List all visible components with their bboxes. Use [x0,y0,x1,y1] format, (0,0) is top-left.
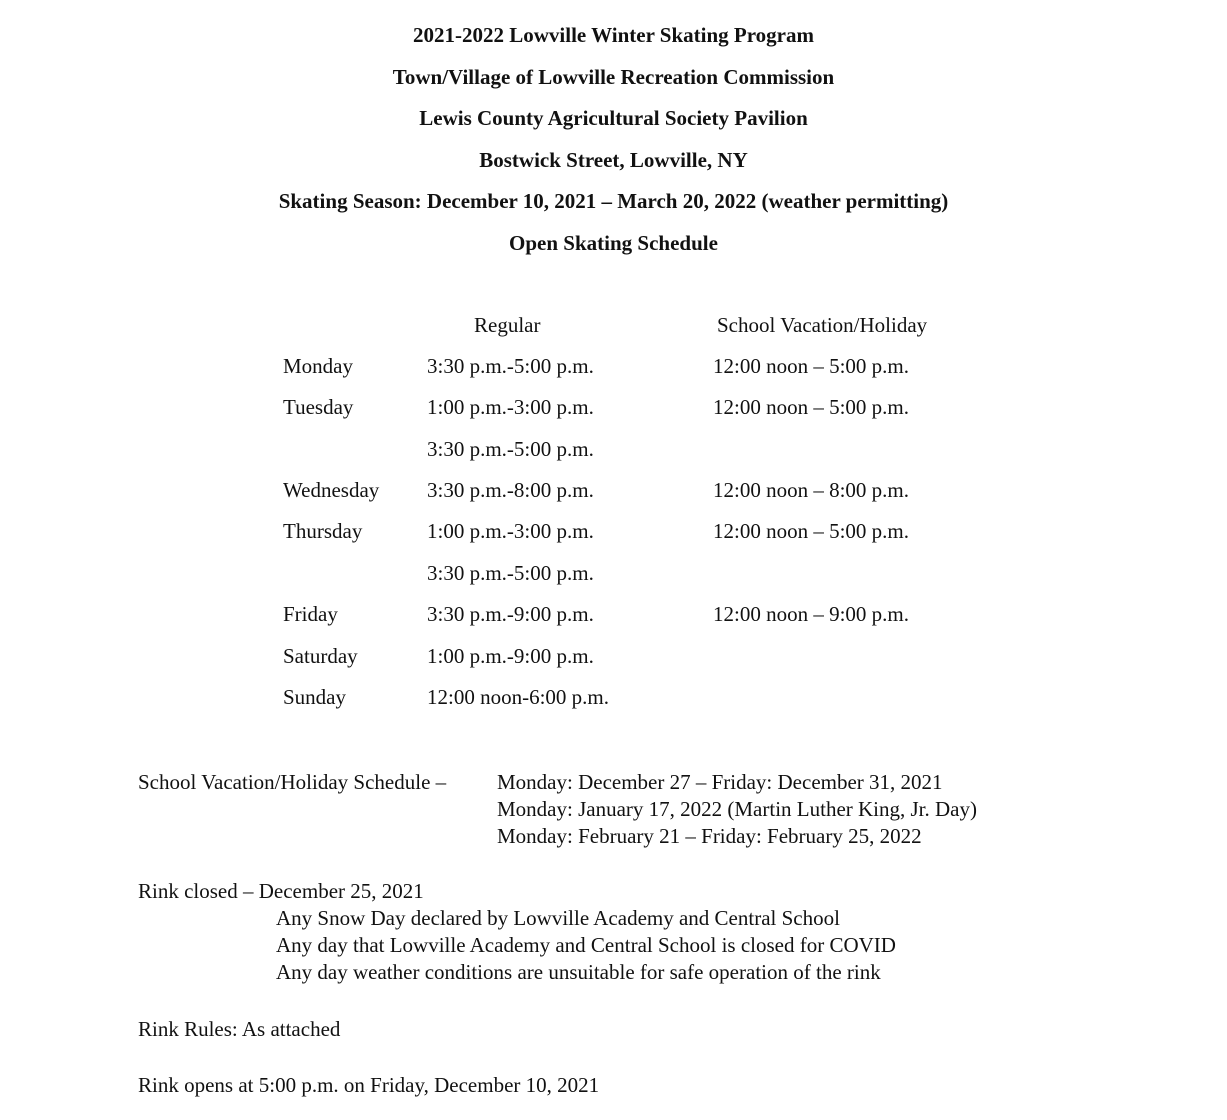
rink-closed-prefix: Rink closed – [138,879,259,903]
regular-hours: 3:30 p.m.-5:00 p.m. [427,354,594,378]
venue-address: Bostwick Street, Lowville, NY [479,147,748,172]
venue-name: Lewis County Agricultural Society Pavilion [419,106,808,130]
regular-hours: 1:00 p.m.-3:00 p.m. [427,395,594,419]
regular-hours: 12:00 noon-6:00 p.m. [427,685,609,709]
rink-opening: Rink opens at 5:00 p.m. on Friday, December 10, 2021 [138,1073,600,1097]
column-header-regular: Regular [474,313,541,337]
closed-condition-line: Any day that Lowville Academy and Central School is closed for COVID [276,933,896,957]
rink-closed-conditions [276,905,896,986]
day-label: Saturday [283,644,358,668]
rink-rules: Rink Rules: As attached [138,1017,341,1041]
holiday-hours: 12:00 noon – 5:00 p.m. [713,395,910,419]
schedule-row [0,685,1227,715]
schedule-row [0,395,1227,425]
regular-hours: 3:30 p.m.-9:00 p.m. [427,602,594,626]
vacation-date-line: Monday: February 21 – Friday: February 25, 2022 [497,824,922,848]
vacation-schedule-dates [497,769,977,850]
holiday-hours: 12:00 noon – 8:00 p.m. [713,478,910,502]
schedule-row [0,437,1227,467]
day-label: Sunday [283,685,346,709]
season-dates: Skating Season: December 10, 2021 – March 20, 2022 (weather permitting) [278,189,949,213]
document-header [0,20,1227,269]
regular-hours: 3:30 p.m.-5:00 p.m. [427,437,594,461]
schedule-row [0,519,1227,549]
regular-hours: 1:00 p.m.-3:00 p.m. [427,519,594,543]
holiday-hours: 12:00 noon – 5:00 p.m. [713,354,910,378]
schedule-row [0,602,1227,632]
schedule-row [0,644,1227,674]
regular-hours: 3:30 p.m.-8:00 p.m. [427,478,594,502]
day-label: Tuesday [283,395,354,419]
vacation-date-line: Monday: December 27 – Friday: December 31, 2021 [497,770,943,794]
holiday-hours: 12:00 noon – 5:00 p.m. [713,519,910,543]
schedule-row [0,478,1227,508]
program-title: 2021-2022 Lowville Winter Skating Program [413,23,814,47]
day-label: Wednesday [283,478,380,502]
day-label: Friday [283,602,338,626]
holiday-hours: 12:00 noon – 9:00 p.m. [713,602,910,626]
schedule-row [0,561,1227,591]
day-label: Monday [283,354,353,378]
closed-condition-line: Any Snow Day declared by Lowville Academy and Central School [276,906,840,930]
vacation-date-line: Monday: January 17, 2022 (Martin Luther King, Jr. Day) [497,797,977,821]
rink-closed-label [138,878,424,905]
column-header-holiday: School Vacation/Holiday [717,313,928,337]
day-label: Thursday [283,519,363,543]
regular-hours: 3:30 p.m.-5:00 p.m. [427,561,594,585]
rink-closed-date: December 25, 2021 [258,879,424,903]
schedule-heading: Open Skating Schedule [509,230,718,255]
schedule-row [0,354,1227,384]
regular-hours: 1:00 p.m.-9:00 p.m. [427,644,594,668]
commission-name: Town/Village of Lowville Recreation Commission [392,64,835,89]
closed-condition-line: Any day weather conditions are unsuitable for safe operation of the rink [276,960,881,984]
vacation-schedule-label: School Vacation/Holiday Schedule – [138,770,447,794]
